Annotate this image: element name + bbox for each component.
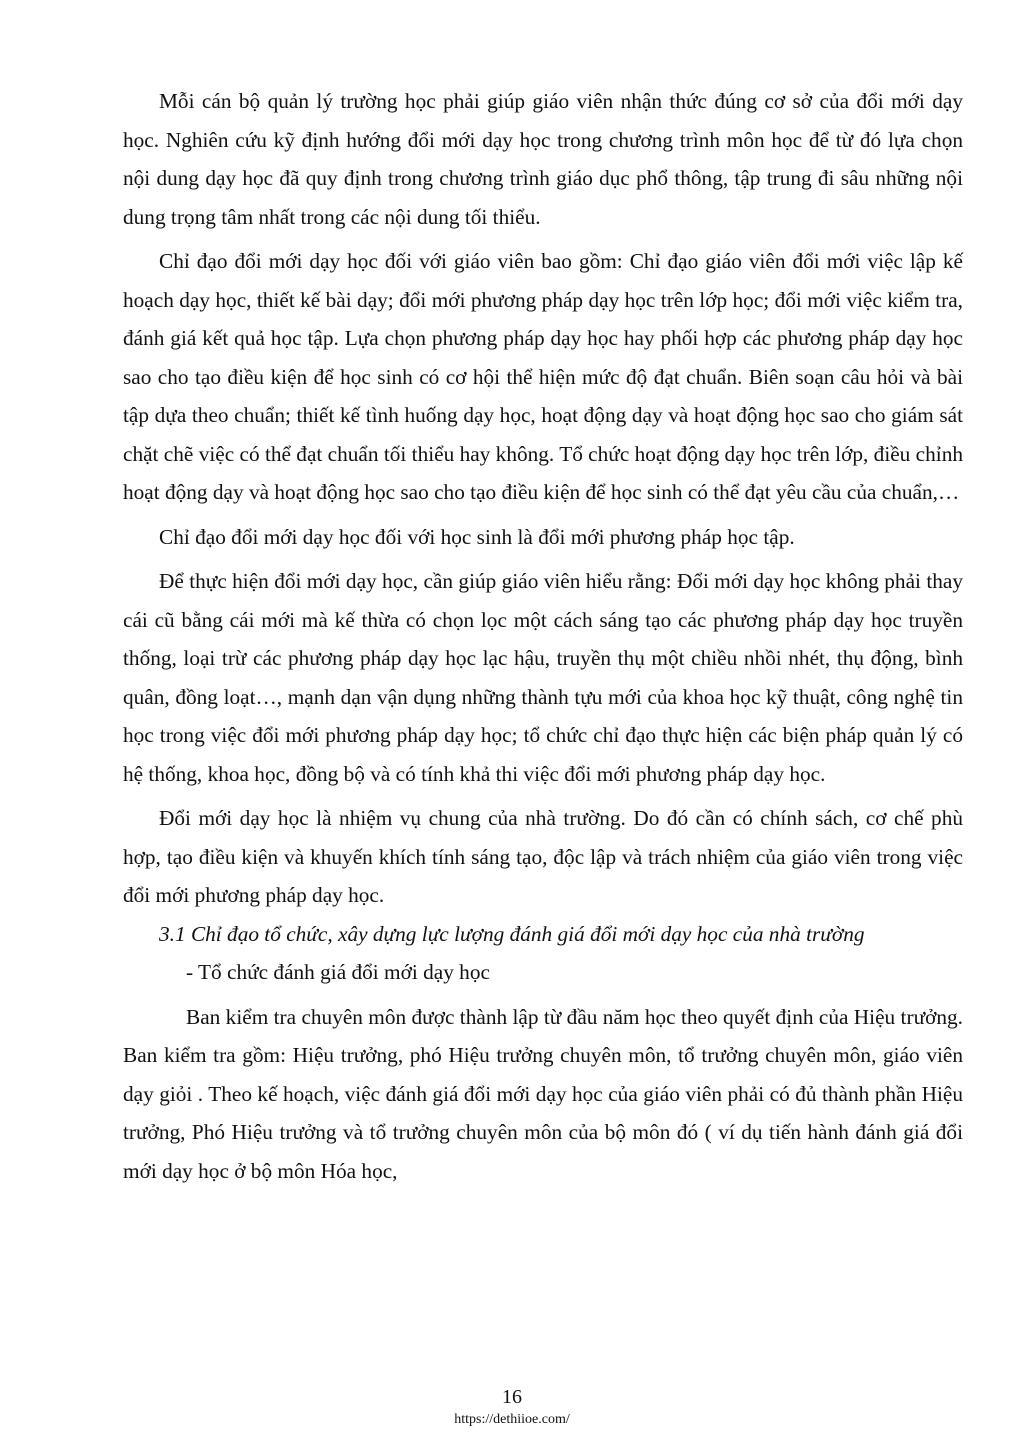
body-paragraph-final: Ban kiểm tra chuyên môn được thành lập từ đầu năm học theo quyết định của Hiệu trưởng. Ban kiểm tra gồm: Hiệu trưởng, phó Hiệu trưởng chuyên môn, tổ trưởng chuyên môn, giáo viên dạy giỏi . Theo kế hoạch, việc đánh giá đổi mới dạy học của giáo viên phải có đủ thành phần Hiệu trưởng, Phó Hiệu trưởng và tổ trưởng chuyên môn của bộ môn đó ( ví dụ tiến hành đánh giá đổi mới dạy học ở bộ môn Hóa học, <box>123 1004 963 1183</box>
body-paragraph-3: Chỉ đạo đổi mới dạy học đối với học sinh là đổi mới phương pháp học tập. <box>159 524 795 549</box>
body-paragraph-2: Chỉ đạo đổi mới dạy học đối với giáo viên bao gồm: Chỉ đạo giáo viên đổi mới việc lập kế hoạch dạy học, thiết kế bài dạy; đổi mới phương pháp dạy học trên lớp học; đổi mới việc kiểm tra, đánh giá kết quả học tập. Lựa chọn phương pháp dạy học hay phối hợp các phương pháp dạy học sao cho tạo điều kiện để học sinh có cơ hội thể hiện mức độ đạt chuẩn. Biên soạn câu hỏi và bài tập dựa theo chuẩn; thiết kế tình huống dạy học, hoạt động dạy và hoạt động học sao cho giám sát chặt chẽ việc có thể đạt chuẩn tối thiểu hay không. Tổ chức hoạt động dạy học trên lớp, điều chỉnh hoạt động dạy và hoạt động học sao cho tạo điều kiện để học sinh có thể đạt yêu cầu của chuẩn,… <box>123 249 963 504</box>
document-page <box>123 82 963 1382</box>
subheading: - Tổ chức đánh giá đổi mới dạy học <box>186 960 490 984</box>
body-paragraph-5: Đổi mới dạy học là nhiệm vụ chung của nhà trường. Do đó cần có chính sách, cơ chế phù hợp, tạo điều kiện và khuyến khích tính sáng tạo, độc lập và trách nhiệm của giáo viên trong việc đổi mới phương pháp dạy học. <box>123 806 963 907</box>
footer-url: https://dethiioe.com/ <box>454 1412 570 1427</box>
section-heading: 3.1 Chỉ đạo tổ chức, xây dựng lực lượng đánh giá đổi mới dạy học của nhà trường <box>159 921 865 946</box>
body-paragraph-4: Để thực hiện đổi mới dạy học, cần giúp giáo viên hiểu rằng: Đổi mới dạy học không phải thay cái cũ bằng cái mới mà kế thừa có chọn lọc một cách sáng tạo các phương pháp dạy học truyền thống, loại trừ các phương pháp dạy học lạc hậu, truyền thụ một chiều nhồi nhét, thụ động, bình quân, đồng loạt…, mạnh dạn vận dụng những thành tựu mới của khoa học kỹ thuật, công nghệ tin học trong việc đổi mới phương pháp dạy học; tổ chức chỉ đạo thực hiện các biện pháp quản lý có hệ thống, khoa học, đồng bộ và có tính khả thi việc đổi mới phương pháp dạy học. <box>123 569 963 786</box>
page-number: 16 <box>502 1386 522 1408</box>
body-paragraph-1: Mỗi cán bộ quản lý trường học phải giúp giáo viên nhận thức đúng cơ sở của đổi mới dạy học. Nghiên cứu kỹ định hướng đổi mới dạy học trong chương trình môn học để từ đó lựa chọn nội dung dạy học đã quy định trong chương trình giáo dục phổ thông, tập trung đi sâu những nội dung trọng tâm nhất trong các nội dung tối thiểu. <box>123 89 963 229</box>
